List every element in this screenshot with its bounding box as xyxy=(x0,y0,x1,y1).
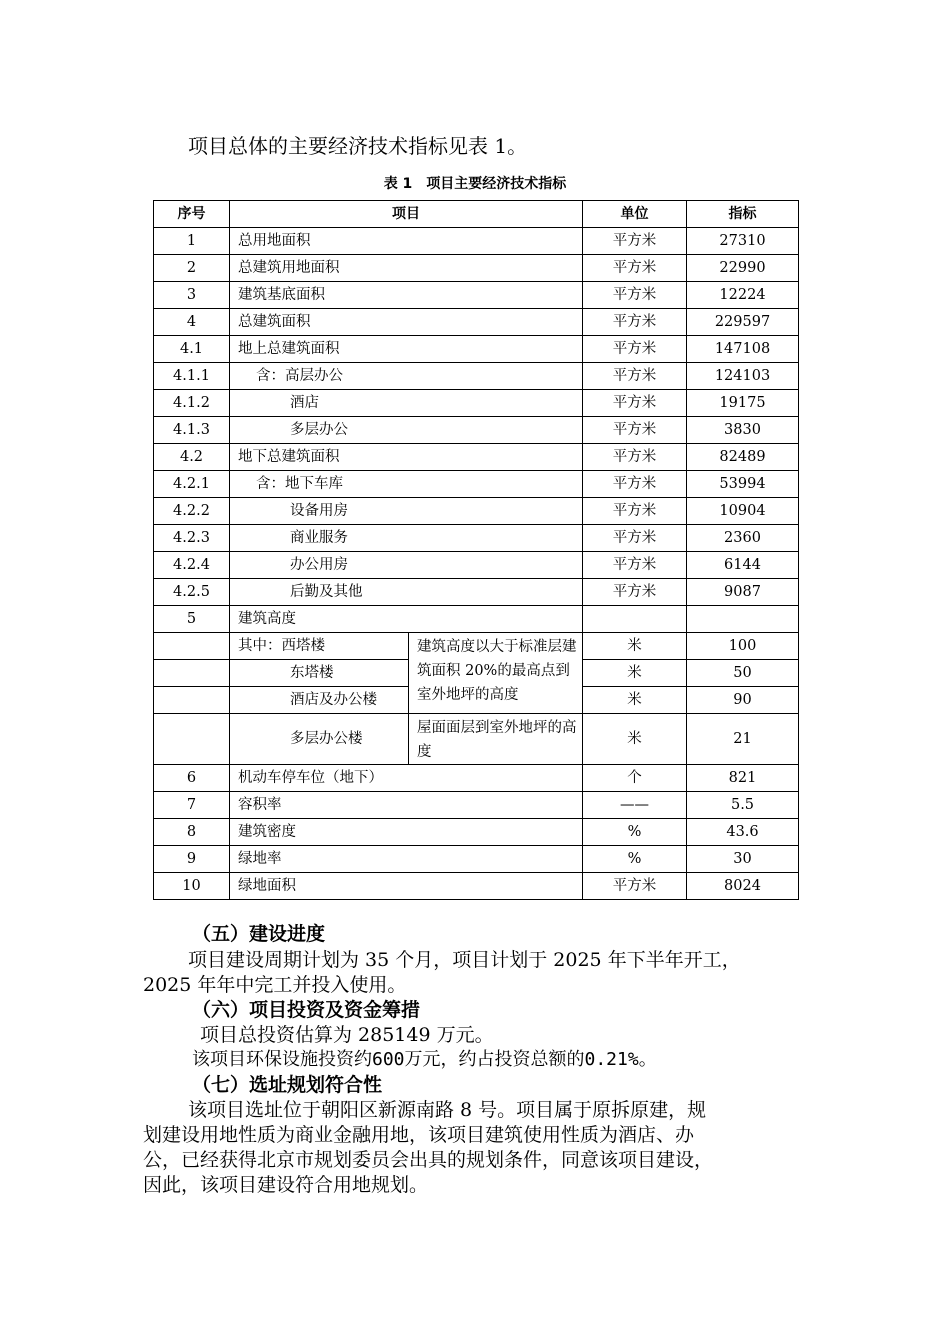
row-item: 绿地率 xyxy=(230,846,583,873)
row-seq: 4.2 xyxy=(154,444,230,471)
height-subrow-name: 其中：西塔楼 xyxy=(230,633,409,660)
row-value: 124103 xyxy=(687,363,799,390)
row-item: 总建筑面积 xyxy=(230,309,583,336)
row-item: 多层办公 xyxy=(230,417,583,444)
row-unit-empty xyxy=(583,606,687,633)
row-item: 地上总建筑面积 xyxy=(230,336,583,363)
row-seq-empty xyxy=(154,633,230,660)
row-value: 147108 xyxy=(687,336,799,363)
table-row xyxy=(154,390,799,417)
row-item: 后勤及其他 xyxy=(230,579,583,606)
row-value: 30 xyxy=(687,846,799,873)
row-item: 建筑高度 xyxy=(230,606,583,633)
table-row-height-sub xyxy=(154,633,799,660)
row-unit: 平方米 xyxy=(583,228,687,255)
row-value: 10904 xyxy=(687,498,799,525)
row-item: 含：高层办公 xyxy=(230,363,583,390)
row-unit: 米 xyxy=(583,660,687,687)
table-row xyxy=(154,765,799,792)
table-row xyxy=(154,579,799,606)
table-row xyxy=(154,336,799,363)
row-item: 机动车停车位（地下） xyxy=(230,765,583,792)
table-row xyxy=(154,309,799,336)
row-value: 12224 xyxy=(687,282,799,309)
row-seq: 5 xyxy=(154,606,230,633)
row-item: 酒店 xyxy=(230,390,583,417)
intro-paragraph: 项目总体的主要经济技术指标见表 1。 xyxy=(188,134,528,158)
table-row xyxy=(154,444,799,471)
row-seq: 8 xyxy=(154,819,230,846)
row-unit: 平方米 xyxy=(583,363,687,390)
section-title-investment: （六）项目投资及资金筹措 xyxy=(192,999,421,1021)
row-value: 229597 xyxy=(687,309,799,336)
row-item: 总用地面积 xyxy=(230,228,583,255)
row-value: 100 xyxy=(687,633,799,660)
row-unit: 平方米 xyxy=(583,309,687,336)
indicators-table xyxy=(153,200,799,900)
row-unit: 平方米 xyxy=(583,336,687,363)
table-row xyxy=(154,228,799,255)
table-row xyxy=(154,819,799,846)
header-unit: 单位 xyxy=(583,201,687,228)
row-seq-empty xyxy=(154,714,230,765)
row-seq: 4.2.4 xyxy=(154,552,230,579)
row-seq: 4.2.3 xyxy=(154,525,230,552)
section-title-site-planning: （七）选址规划符合性 xyxy=(192,1074,383,1096)
row-seq: 4.2.5 xyxy=(154,579,230,606)
height-definition-note-b: 屋面面层到室外地坪的高度 xyxy=(409,714,583,765)
row-value: 6144 xyxy=(687,552,799,579)
row-seq: 4.1.2 xyxy=(154,390,230,417)
row-value: 3830 xyxy=(687,417,799,444)
height-subrow-name: 多层办公楼 xyxy=(230,714,409,765)
row-seq: 7 xyxy=(154,792,230,819)
table-caption-number: 表 1 xyxy=(383,176,413,192)
height-definition-note: 建筑高度以大于标准层建筑面积 20%的最高点到室外地坪的高度 xyxy=(409,633,583,714)
row-seq-empty xyxy=(154,687,230,714)
row-seq: 4.1 xyxy=(154,336,230,363)
row-unit: 米 xyxy=(583,633,687,660)
row-unit: —— xyxy=(583,792,687,819)
row-seq: 4.1.3 xyxy=(154,417,230,444)
row-value: 8024 xyxy=(687,873,799,900)
table-row xyxy=(154,873,799,900)
row-unit: 平方米 xyxy=(583,417,687,444)
row-unit: 平方米 xyxy=(583,282,687,309)
row-unit: 平方米 xyxy=(583,471,687,498)
table-row xyxy=(154,255,799,282)
row-item: 总建筑用地面积 xyxy=(230,255,583,282)
row-unit: 平方米 xyxy=(583,552,687,579)
table-row xyxy=(154,282,799,309)
section-title-schedule: （五）建设进度 xyxy=(192,923,326,945)
row-seq: 4.2.2 xyxy=(154,498,230,525)
row-value: 82489 xyxy=(687,444,799,471)
row-seq: 1 xyxy=(154,228,230,255)
row-value: 43.6 xyxy=(687,819,799,846)
row-unit: 平方米 xyxy=(583,390,687,417)
site-line-2: 划建设用地性质为商业金融用地，该项目建筑使用性质为酒店、办 xyxy=(143,1124,695,1146)
site-line-1: 该项目选址位于朝阳区新源南路 8 号。项目属于原拆原建，规 xyxy=(188,1099,707,1121)
row-value: 5.5 xyxy=(687,792,799,819)
row-unit: % xyxy=(583,819,687,846)
table-header-row xyxy=(154,201,799,228)
row-seq: 4.1.1 xyxy=(154,363,230,390)
row-item: 办公用房 xyxy=(230,552,583,579)
table-row-height xyxy=(154,606,799,633)
row-value: 2360 xyxy=(687,525,799,552)
site-line-4: 因此，该项目建设符合用地规划。 xyxy=(143,1174,429,1196)
row-value: 21 xyxy=(687,714,799,765)
header-seq: 序号 xyxy=(154,201,230,228)
row-item: 含：地下车库 xyxy=(230,471,583,498)
investment-line-2: 该项目环保设施投资约600万元，约占投资总额的0.21%。 xyxy=(192,1049,657,1070)
row-seq: 2 xyxy=(154,255,230,282)
row-unit: 平方米 xyxy=(583,579,687,606)
table-row xyxy=(154,363,799,390)
row-value: 9087 xyxy=(687,579,799,606)
schedule-line-1: 项目建设周期计划为 35 个月，项目计划于 2025 年下半年开工， xyxy=(188,949,741,971)
row-unit: % xyxy=(583,846,687,873)
row-seq: 9 xyxy=(154,846,230,873)
row-seq: 10 xyxy=(154,873,230,900)
row-unit: 平方米 xyxy=(583,525,687,552)
row-unit: 个 xyxy=(583,765,687,792)
header-item: 项目 xyxy=(230,201,583,228)
row-unit: 平方米 xyxy=(583,444,687,471)
table-row xyxy=(154,552,799,579)
table-caption-title: 项目主要经济技术指标 xyxy=(426,176,567,192)
header-value: 指标 xyxy=(687,201,799,228)
row-value: 22990 xyxy=(687,255,799,282)
row-value: 19175 xyxy=(687,390,799,417)
row-value: 50 xyxy=(687,660,799,687)
row-value-empty xyxy=(687,606,799,633)
row-seq: 4.2.1 xyxy=(154,471,230,498)
row-value: 821 xyxy=(687,765,799,792)
table-row xyxy=(154,792,799,819)
row-item: 设备用房 xyxy=(230,498,583,525)
table-row xyxy=(154,498,799,525)
table-caption xyxy=(0,173,950,193)
row-seq-empty xyxy=(154,660,230,687)
table-row xyxy=(154,471,799,498)
schedule-line-2: 2025 年年中完工并投入使用。 xyxy=(143,974,407,996)
row-value: 53994 xyxy=(687,471,799,498)
investment-line-1: 项目总投资估算为 285149 万元。 xyxy=(200,1024,494,1046)
row-item: 地下总建筑面积 xyxy=(230,444,583,471)
row-unit: 平方米 xyxy=(583,873,687,900)
row-seq: 4 xyxy=(154,309,230,336)
site-line-3: 公，已经获得北京市规划委员会出具的规划条件，同意该项目建设， xyxy=(143,1149,714,1171)
row-item: 商业服务 xyxy=(230,525,583,552)
row-seq: 6 xyxy=(154,765,230,792)
row-item: 建筑密度 xyxy=(230,819,583,846)
row-value: 27310 xyxy=(687,228,799,255)
row-unit: 米 xyxy=(583,714,687,765)
height-subrow-name: 酒店及办公楼 xyxy=(230,687,409,714)
row-item: 绿地面积 xyxy=(230,873,583,900)
row-item: 建筑基底面积 xyxy=(230,282,583,309)
table-row xyxy=(154,417,799,444)
height-subrow-name: 东塔楼 xyxy=(230,660,409,687)
row-value: 90 xyxy=(687,687,799,714)
row-unit: 平方米 xyxy=(583,498,687,525)
table-row xyxy=(154,525,799,552)
table-row xyxy=(154,846,799,873)
row-unit: 平方米 xyxy=(583,255,687,282)
row-seq: 3 xyxy=(154,282,230,309)
row-unit: 米 xyxy=(583,687,687,714)
row-item: 容积率 xyxy=(230,792,583,819)
table-row-height-sub xyxy=(154,714,799,765)
